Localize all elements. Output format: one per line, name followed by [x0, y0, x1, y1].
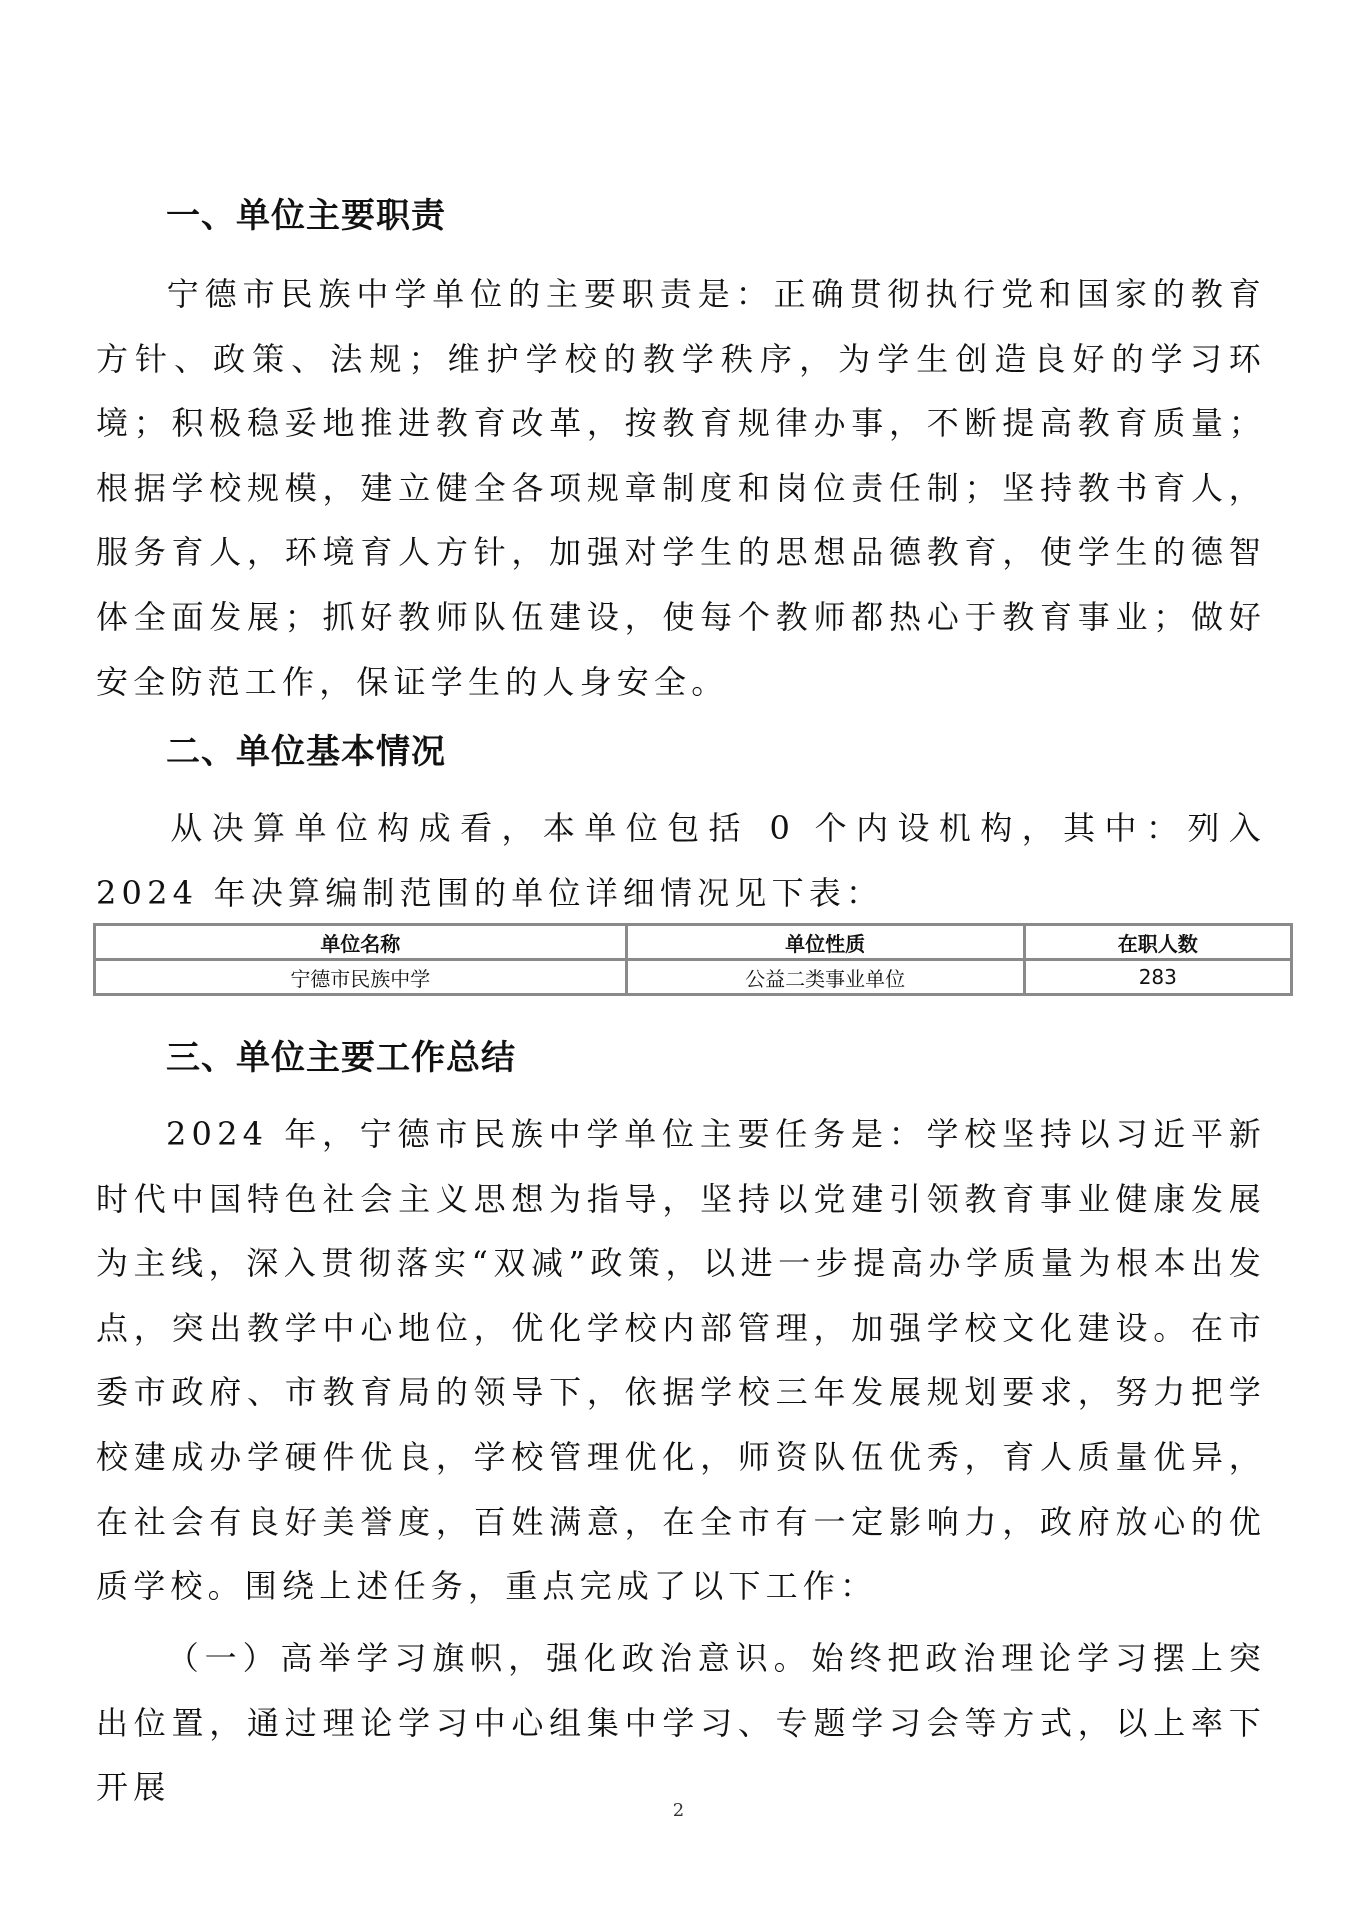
- paragraph-text: （一）高举学习旗帜，强化政治意识。始终把政治理论学习摆上突出位置，通过理论学习中心组集中学习、专题学习会等方式，以上率下开展: [96, 1639, 1266, 1807]
- cell-unit-name: 宁德市民族中学: [95, 960, 627, 995]
- paragraph-text: 从决算单位构成看，本单位包括 0 个内设机构，其中：列入 2024 年决算编制范围的单位详细情况见下表：: [96, 809, 1266, 912]
- section-heading-work-summary: 三、单位主要工作总结: [166, 1038, 516, 1078]
- column-header-unit-name: 单位名称: [95, 925, 627, 960]
- column-header-staff-count: 在职人数: [1024, 925, 1291, 960]
- section-heading-basic-info: 二、单位基本情况: [166, 732, 446, 772]
- column-header-unit-type: 单位性质: [626, 925, 1024, 960]
- cell-staff-count: 283: [1024, 960, 1291, 995]
- cell-unit-type: 公益二类事业单位: [626, 960, 1024, 995]
- paragraph-text: 2024 年，宁德市民族中学单位主要任务是：学校坚持以习近平新时代中国特色社会主义思想为指导，坚持以党建引领教育事业健康发展为主线，深入贯彻落实“双减”政策，以进一步提高办学质量为根本出发点，突出教学中心地位，优化学校内部管理，加强学校文化建设。在市委市政府、市教育局的领导下，依据学校三年发展规划要求，努力把学校建成办学硬件优良，学校管理优化，师资队伍优秀，育人质量优异，在社会有良好美誉度，百姓满意，在全市有一定影响力，政府放心的优质学校。围绕上述任务，重点完成了以下工作：: [96, 1115, 1266, 1606]
- paragraph-basic-info: [96, 796, 1266, 925]
- paragraph-political-study: [96, 1626, 1266, 1820]
- paragraph-work-summary: [96, 1102, 1266, 1619]
- table-header-row: [95, 925, 1292, 960]
- page-number: 2: [672, 1800, 685, 1821]
- paragraph-responsibilities: [96, 262, 1266, 714]
- table-row: [95, 960, 1292, 995]
- unit-info-table: [93, 923, 1293, 996]
- section-heading-responsibilities: 一、单位主要职责: [166, 196, 446, 236]
- paragraph-text: 宁德市民族中学单位的主要职责是：正确贯彻执行党和国家的教育方针、政策、法规；维护学校的教学秩序，为学生创造良好的学习环境；积极稳妥地推进教育改革，按教育规律办事，不断提高教育质量；根据学校规模，建立健全各项规章制度和岗位责任制；坚持教书育人，服务育人，环境育人方针，加强对学生的思想品德教育，使学生的德智体全面发展；抓好教师队伍建设，使每个教师都热心于教育事业；做好安全防范工作，保证学生的人身安全。: [96, 275, 1266, 701]
